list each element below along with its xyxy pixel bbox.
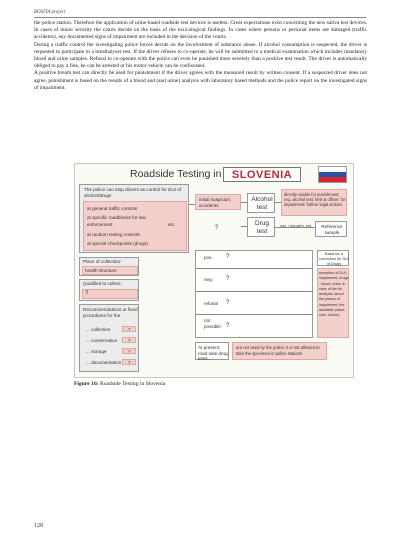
present-note-box [232, 342, 327, 360]
police-item: at random testing controls [87, 232, 140, 237]
result-row-label: neg. [204, 277, 213, 282]
qualified-question: ? [85, 291, 89, 297]
place-value-box [82, 266, 138, 275]
alcohol-result-text: directly usable for punishment; req. alcohol test: limit & officer; for impairment: further legal actions [284, 192, 346, 208]
police-item: at special checkpoints (drugs) [87, 241, 148, 246]
paragraph-2: During a traffic control the investigating police forces decide on the involvement of substance abuse. If alcohol consumption is suspected, the driver is requested to participate in a breathalyser test. If the driver refuses to co-operate, he will be submitted to a medical examination which includes mandatory blood and urine samples. Refusal to co-operate with the police can even be punished more severely than a positive test result. The driver is automatically obliged to pay a fine, he can be arrested or his motor vehicle can be confiscated. [34, 41, 367, 70]
place-heading: Place of collection: [83, 259, 122, 264]
running-header: ROSITA project [34, 10, 66, 15]
police-stop-box [79, 184, 189, 253]
flag-stripe-red [319, 177, 346, 182]
initial-question: ? [215, 225, 219, 231]
country-label: SLOVENIA [223, 167, 301, 182]
result-row-question: ? [226, 276, 230, 282]
police-heading: The police can stop drivers as control for DUI of alcohol/drugs [84, 187, 182, 198]
alcohol-result-box [281, 189, 347, 216]
figure-roadside-testing [74, 163, 354, 378]
recommendation-row-label: ... conservation [86, 338, 118, 343]
present-box [195, 342, 229, 360]
result-row-label: refusal [204, 301, 218, 306]
result-row-question: ? [226, 300, 230, 306]
body-text [34, 20, 367, 92]
place-value: health structure [85, 268, 117, 273]
caption-label: Figure 16: [74, 381, 99, 387]
result-row-label: pos. [204, 255, 213, 260]
qualified-value-box [82, 289, 138, 299]
recommendations-heading: Recommendations or fixed procedures for the [83, 307, 138, 318]
recommendation-question: ? [128, 349, 131, 354]
paragraph-3: A positive breath test can directly be used for punishment if the driver agrees with the measured result by written consent. If a suspected driver does not agree, punishment is based on the results of a blood and (and urine) analysis with laboratory based methods and the police report on the investigated signs of impairment. [34, 70, 367, 91]
row-divider [196, 314, 313, 315]
place-of-collection-box [79, 257, 139, 276]
qualified-box [79, 279, 139, 301]
row-divider [196, 291, 313, 292]
drug-test-label: Drug test [254, 220, 270, 235]
alcohol-test-box [247, 193, 275, 213]
recommendations-box [79, 304, 139, 372]
recommendation-row-label: ... collection [86, 327, 111, 332]
connector [189, 204, 195, 205]
initial-suspicion-box [195, 194, 241, 210]
recommendation-row-label: ... storage [86, 349, 107, 354]
result-rows-box [195, 250, 313, 338]
police-item: at specific roadblocks for law enforcement [87, 215, 146, 227]
brace-label: etc. [168, 222, 176, 227]
header-rule [34, 17, 366, 18]
basis-detail-box [317, 268, 349, 338]
present-note-text: are not used by the police; it is not allowed to take the specimen in police stations [236, 345, 320, 356]
paragraph-1: the police station. Therefore the application of urine-based roadside test devices is useless. Great expectations exist concerning the new saliva test devices. In cases of minor severity the courts decide on the basis of the toxicological findings. In cases where persons or personal items are damaged (traffic accidents), any documented signs of impairment are included in the decision of the courts. [34, 20, 367, 41]
basis-heading: Basis for a conviction for DUI of Drugs [319, 252, 349, 266]
result-row-question: ? [226, 323, 230, 329]
reference-sample-box [315, 221, 347, 237]
drug-pos-label: pos. / impairm. ext. [280, 224, 313, 228]
recommendation-question: ? [128, 360, 131, 365]
figure-caption [74, 381, 165, 387]
slovenia-flag-icon [318, 166, 347, 183]
result-row-label: not possible [204, 318, 221, 329]
recommendation-row-value [122, 359, 136, 365]
recommendation-row-value [122, 337, 136, 343]
connector [275, 202, 281, 203]
initial-text: initial suspicion; accidents [199, 197, 232, 208]
result-row-question: ? [226, 254, 230, 260]
recommendation-row-value [122, 348, 136, 354]
drug-test-box [247, 217, 275, 237]
basis-detail-text: reception of DUI; impairment; drugs - blood; urine; in case of the fin. analysis; about the places of impairment; the available police; com. doctor) [319, 271, 349, 318]
figure-title: Roadside Testing in [130, 168, 222, 180]
police-items-box [83, 201, 187, 251]
connector [275, 227, 315, 228]
page-number: 128 [34, 523, 43, 529]
qualified-heading: Qualified to collect: [83, 281, 122, 286]
recommendation-question: ? [128, 327, 131, 332]
reference-sample-label: Reference sample [321, 224, 343, 235]
basis-conviction-box [317, 250, 349, 266]
recommendation-row-value [122, 326, 136, 332]
caption-text: Roadside Testing in Slovenia [98, 381, 166, 387]
alcohol-test-label: Alcohol test [251, 196, 273, 211]
row-divider [196, 268, 313, 269]
present-text: At present, road-side drug tests... [198, 345, 228, 361]
recommendation-row-label: ... documentation [86, 360, 122, 365]
police-item: at general traffic controls [87, 206, 138, 211]
recommendation-question: ? [128, 338, 131, 343]
